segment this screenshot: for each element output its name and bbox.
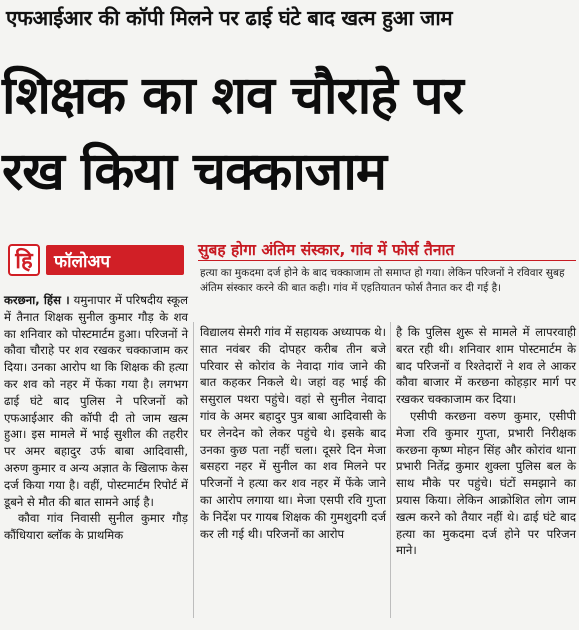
headline-line-1: शिक्षक का शव चौराहे पर (2, 66, 463, 126)
kicker-headline: एफआईआर की कॉपी मिलने पर ढाई घंटे बाद खत्म हुआ जाम (6, 6, 453, 30)
article-column-3 (396, 324, 576, 559)
headline-line-2: रख किया चक्काजाम (2, 142, 386, 202)
column-divider-2 (390, 322, 391, 618)
column-2-paragraph-1: विद्यालय सेमरी गांव में सहायक अध्यापक थे। सात नवंबर की दोपहर करीब तीन बजे परिवार से कोरांव के नेवादा गांव जाने की बात कहकर निकले थे। जहां वह भाई की ससुराल पथरा पहुंचे। वहां से सुनील नेवादा गांव के अमर बहादुर पुत्र बाबा आदिवासी के घर लेनदेन को लेकर पहुंचे थे। इसके बाद उनका कुछ पता नहीं चला। दूसरे दिन मेजा बसहरा नहर में सुनील का शव मिलने पर परिजनों ने हत्या कर शव नहर में फेंके जाने का आरोप लगाया था। मेजा एसपी रवि गुप्ता के निर्देश पर गायब शिक्षक की गुमशुदगी दर्ज कर ली गई थी। परिजनों का आरोप (200, 325, 386, 541)
followup-label: फॉलोअप (46, 245, 184, 275)
subhead-divider (198, 260, 576, 261)
article-column-2 (200, 324, 386, 542)
column-3-paragraph-2: एसीपी करछना वरुण कुमार, एसीपी मेजा रवि कुमार गुप्ता, प्रभारी निरीक्षक करछना कृष्ण मोहन सिंह और कोरांव थाना प्रभारी नितेंद्र कुमार शुक्ला पुलिस बल के साथ मौके पर पहुंचे। घंटों समझाने का प्रयास किया। लेकिन आक्रोशित लोग जाम खत्म करने को तैयार नहीं थे। ढाई घंटे बाद हत्या का मुकदमा दर्ज होने पर परिजन माने। (396, 408, 576, 558)
followup-badge (8, 240, 184, 280)
column-3-paragraph-1: है कि पुलिस शुरू से मामले में लापरवाही बरत रही थी। शनिवार शाम पोस्टमार्टम के बाद परिजनों व रिश्तेदारों ने शव ले आकर कौवा बाजार में करछना कोहड़ार मार्ग पर रखकर चक्काजाम कर दिया। (396, 325, 576, 407)
article-column-1 (4, 292, 188, 544)
column-1-paragraph-1: यमुनापार में परिषदीय स्कूल में तैनात शिक्षक सुनील कुमार गौड़ के शव का शनिवार को पोस्टमार्टम हुआ। परिजनों ने कौवा चौराहे पर शव रखकर चक्काजाम कर दिया। उनका आरोप था कि शिक्षक की हत्या कर शव को नहर में फेंका गया है। लगभग ढाई घंटे बाद पुलिस ने परिजनों को एफआईआर की कॉपी दी तो जाम खत्म हुआ। इस मामले में भाई सुशील की तहरीर पर अमर बहादुर उर्फ बाबा आदिवासी, अरुण कुमार व अन्य अज्ञात के खिलाफ केस दर्ज किया गया है। वहीं, पोस्टमार्टम रिपोर्ट में डूबने से मौत की बात सामने आई है। (4, 293, 189, 509)
summary-blurb: हत्या का मुकदमा दर्ज होने के बाद चक्काजाम तो समाप्त हो गया। लेकिन परिजनों ने रविवार सुबह अंतिम संस्कार करने की बात कही। गांव में एहतियातन फोर्स तैनात कर दी गई है। (200, 267, 565, 294)
dateline: करछना, हिंस । (4, 293, 70, 307)
column-divider-1 (193, 322, 194, 618)
column-1-paragraph-2: कौवा गांव निवासी सुनील कुमार गौड़ कौंधियारा ब्लॉक के प्राथमिक (4, 511, 188, 543)
subheadline: सुबह होगा अंतिम संस्कार, गांव में फोर्स तैनात (198, 241, 455, 259)
hindustan-logo-icon: हि (8, 244, 40, 276)
main-headline (2, 58, 577, 210)
